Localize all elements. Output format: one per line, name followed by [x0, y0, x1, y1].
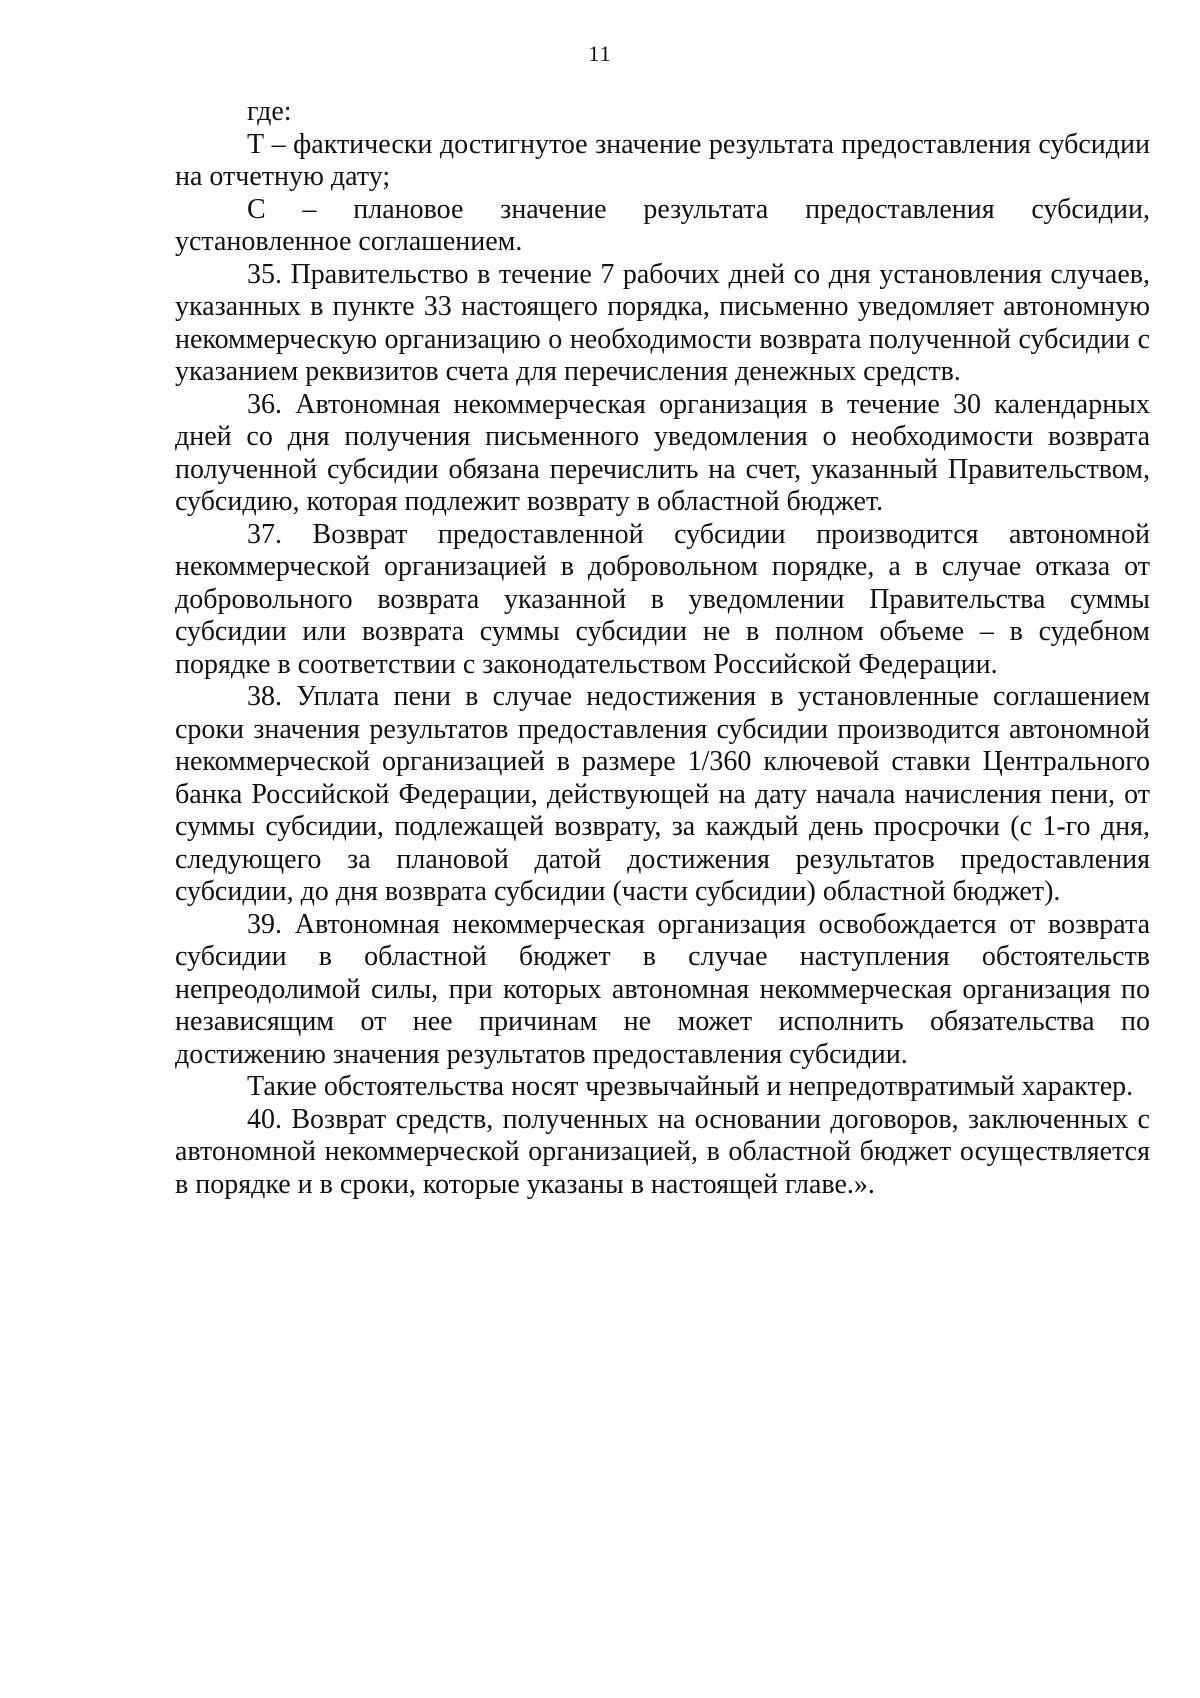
paragraph-37: 37. Возврат предоставленной субсидии производится автономной некоммерческой организацией в добровольном порядке, а в случае отказа от добровольного возврата указанной в уведомлении Правительства суммы субсидии или возврата суммы субсидии не в полном объеме – в судебном порядке в соответствии с законодательством Российской Федерации.: [175, 518, 1150, 680]
paragraph-circumstances: Такие обстоятельства носят чрезвычайный и непредотвратимый характер.: [247, 1071, 1134, 1102]
paragraph-36: 36. Автономная некоммерческая организация в течение 30 календарных дней со дня получения письменного уведомления о необходимости возврата полученной субсидии обязана перечислить на счет, указанный Правительством, субсидию, которая подлежит возврату в областной бюджет.: [175, 388, 1150, 517]
document-body: [175, 96, 1150, 1201]
paragraph-35: 35. Правительство в течение 7 рабочих дней со дня установления случаев, указанных в пункте 33 настоящего порядка, письменно уведомляет автономную некоммерческую организацию о необходимости возврата полученной субсидии с указанием реквизитов счета для перечисления денежных средств.: [175, 258, 1150, 387]
paragraph-definition-t: Т – фактически достигнутое значение результата предоставления субсидии на отчетную дату;: [175, 128, 1150, 192]
paragraph-definition-c: С – плановое значение результата предоставления субсидии, установленное соглашением.: [175, 193, 1150, 257]
page-number: 11: [588, 41, 612, 66]
paragraph-40: 40. Возврат средств, полученных на основании договоров, заключенных с автономной некоммерческой организацией, в областной бюджет осуществляется в порядке и в сроки, которые указаны в настоящей главе.».: [175, 1103, 1150, 1200]
paragraph-39: 39. Автономная некоммерческая организация освобождается от возврата субсидии в областной бюджет в случае наступления обстоятельств непреодолимой силы, при которых автономная некоммерческая организация по независящим от нее причинам не может исполнить обязательства по достижению значения результатов предоставления субсидии.: [175, 908, 1150, 1070]
paragraph-38: 38. Уплата пени в случае недостижения в установленные соглашением сроки значения результатов предоставления субсидии производится автономной некоммерческой организацией в размере 1/360 ключевой ставки Центрального банка Российской Федерации, действующей на дату начала начисления пени, от суммы субсидии, подлежащей возврату, за каждый день просрочки (с 1-го дня, следующего за плановой датой достижения результатов предоставления субсидии, до дня возврата субсидии (части субсидии) областной бюджет).: [175, 681, 1150, 907]
paragraph-where: где:: [247, 96, 292, 127]
